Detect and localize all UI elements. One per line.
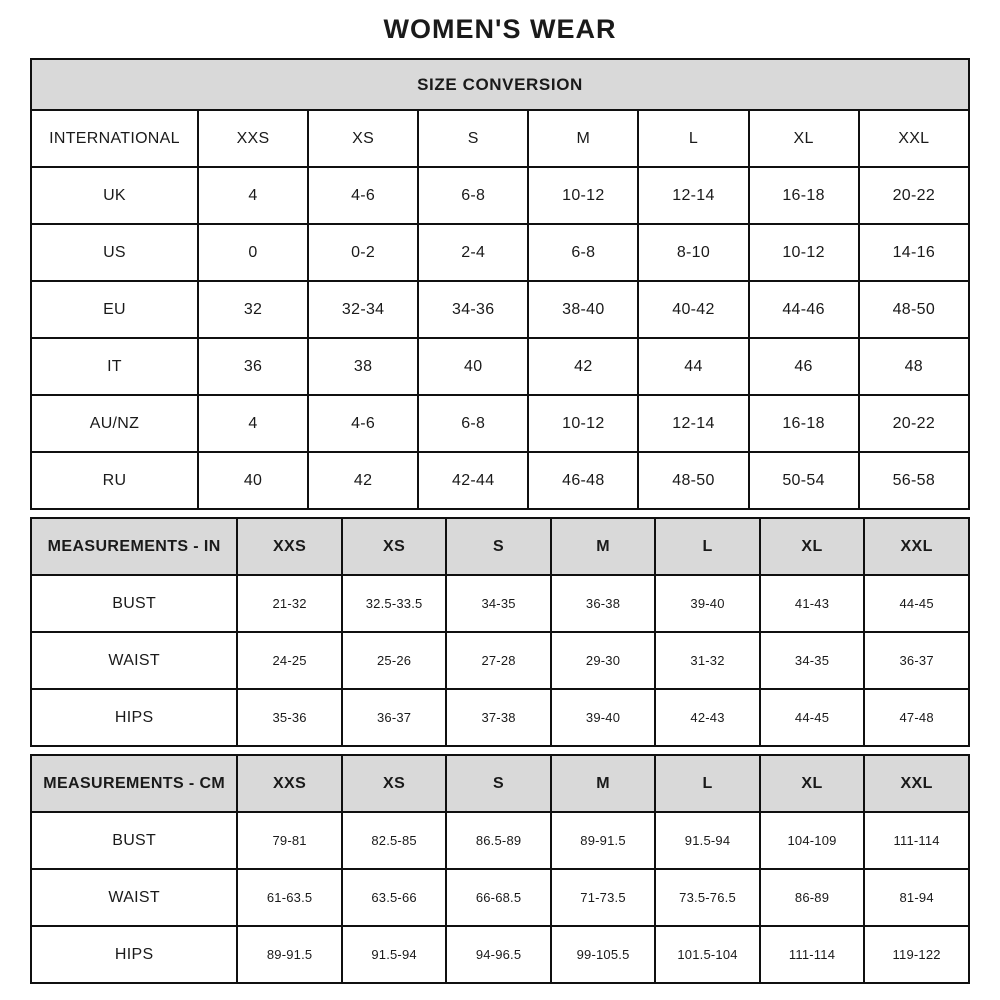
measurement-cell: 104-109 [760, 812, 864, 869]
size-cell: 6-8 [528, 224, 638, 281]
size-cell: 42 [308, 452, 418, 509]
size-cell: 10-12 [749, 224, 859, 281]
measurement-cell: 111-114 [760, 926, 864, 983]
table-row [31, 110, 969, 167]
column-header: XXL [864, 518, 969, 575]
measurement-cell: 99-105.5 [551, 926, 655, 983]
table-row [31, 224, 969, 281]
size-cell: 50-54 [749, 452, 859, 509]
size-cell: 40 [418, 338, 528, 395]
column-header: XL [760, 518, 864, 575]
size-cell: 4 [198, 167, 308, 224]
column-header: XXL [859, 110, 969, 167]
size-cell: 12-14 [638, 167, 748, 224]
table-row [31, 338, 969, 395]
column-header: XS [342, 755, 446, 812]
table-row [31, 869, 969, 926]
table-row [31, 281, 969, 338]
measurement-cell: 79-81 [237, 812, 341, 869]
column-header: L [638, 110, 748, 167]
table-row [31, 812, 969, 869]
measurement-cell: 119-122 [864, 926, 969, 983]
size-cell: 40 [198, 452, 308, 509]
measurement-cell: 41-43 [760, 575, 864, 632]
row-label: BUST [31, 812, 237, 869]
column-header: L [655, 518, 759, 575]
size-cell: 4 [198, 395, 308, 452]
measurement-cell: 27-28 [446, 632, 550, 689]
table-row [31, 452, 969, 509]
size-conversion-title: SIZE CONVERSION [31, 59, 969, 110]
measurement-cell: 73.5-76.5 [655, 869, 759, 926]
measurement-cell: 44-45 [864, 575, 969, 632]
measurement-cell: 31-32 [655, 632, 759, 689]
measurements-cm-title: MEASUREMENTS - CM [31, 755, 237, 812]
measurement-cell: 25-26 [342, 632, 446, 689]
size-cell: 48 [859, 338, 969, 395]
size-cell: 36 [198, 338, 308, 395]
page-title: WOMEN'S WEAR [383, 14, 617, 44]
measurement-cell: 81-94 [864, 869, 969, 926]
measurement-cell: 66-68.5 [446, 869, 550, 926]
size-cell: 16-18 [749, 167, 859, 224]
column-header: XXL [864, 755, 969, 812]
row-label: UK [31, 167, 198, 224]
table-row [31, 689, 969, 746]
measurement-cell: 111-114 [864, 812, 969, 869]
measurement-cell: 86-89 [760, 869, 864, 926]
measurement-cell: 29-30 [551, 632, 655, 689]
row-label: US [31, 224, 198, 281]
size-cell: 4-6 [308, 167, 418, 224]
size-cell: 12-14 [638, 395, 748, 452]
table-row [31, 167, 969, 224]
measurement-cell: 86.5-89 [446, 812, 550, 869]
column-header: XS [308, 110, 418, 167]
size-cell: 44 [638, 338, 748, 395]
row-label: AU/NZ [31, 395, 198, 452]
measurement-cell: 61-63.5 [237, 869, 341, 926]
measurement-cell: 21-32 [237, 575, 341, 632]
table-row [31, 926, 969, 983]
size-cell: 10-12 [528, 167, 638, 224]
measurements-in-title: MEASUREMENTS - IN [31, 518, 237, 575]
column-header: XL [760, 755, 864, 812]
measurement-cell: 32.5-33.5 [342, 575, 446, 632]
row-label: HIPS [31, 926, 237, 983]
table-row [31, 632, 969, 689]
measurements-cm-section [30, 754, 970, 984]
measurement-cell: 34-35 [446, 575, 550, 632]
measurement-cell: 36-37 [864, 632, 969, 689]
measurement-cell: 89-91.5 [551, 812, 655, 869]
measurement-cell: 91.5-94 [342, 926, 446, 983]
column-header: M [551, 518, 655, 575]
column-header: XL [749, 110, 859, 167]
column-header: M [528, 110, 638, 167]
size-cell: 38-40 [528, 281, 638, 338]
measurement-cell: 44-45 [760, 689, 864, 746]
column-header: S [446, 518, 550, 575]
column-header: INTERNATIONAL [31, 110, 198, 167]
measurement-cell: 63.5-66 [342, 869, 446, 926]
size-cell: 0-2 [308, 224, 418, 281]
size-conversion-section [30, 58, 970, 510]
size-cell: 20-22 [859, 167, 969, 224]
measurement-cell: 42-43 [655, 689, 759, 746]
column-header: XXS [237, 755, 341, 812]
measurement-cell: 71-73.5 [551, 869, 655, 926]
row-label: IT [31, 338, 198, 395]
size-cell: 46-48 [528, 452, 638, 509]
size-cell: 4-6 [308, 395, 418, 452]
size-cell: 34-36 [418, 281, 528, 338]
column-header: M [551, 755, 655, 812]
size-conversion-table [30, 58, 970, 510]
size-cell: 38 [308, 338, 418, 395]
measurement-cell: 47-48 [864, 689, 969, 746]
column-header: XXS [237, 518, 341, 575]
size-cell: 56-58 [859, 452, 969, 509]
size-cell: 14-16 [859, 224, 969, 281]
column-header: XS [342, 518, 446, 575]
row-label: BUST [31, 575, 237, 632]
measurement-cell: 39-40 [551, 689, 655, 746]
size-cell: 6-8 [418, 395, 528, 452]
row-label: RU [31, 452, 198, 509]
row-label: WAIST [31, 632, 237, 689]
measurement-cell: 101.5-104 [655, 926, 759, 983]
size-cell: 2-4 [418, 224, 528, 281]
size-cell: 44-46 [749, 281, 859, 338]
size-cell: 48-50 [638, 452, 748, 509]
row-label: WAIST [31, 869, 237, 926]
column-header: S [446, 755, 550, 812]
measurement-cell: 36-38 [551, 575, 655, 632]
row-label: HIPS [31, 689, 237, 746]
measurement-cell: 82.5-85 [342, 812, 446, 869]
size-cell: 40-42 [638, 281, 748, 338]
measurement-cell: 91.5-94 [655, 812, 759, 869]
measurement-cell: 89-91.5 [237, 926, 341, 983]
measurement-cell: 39-40 [655, 575, 759, 632]
size-cell: 32-34 [308, 281, 418, 338]
measurement-cell: 35-36 [237, 689, 341, 746]
table-row [31, 755, 969, 812]
measurements-in-table [30, 517, 970, 747]
size-cell: 48-50 [859, 281, 969, 338]
size-cell: 16-18 [749, 395, 859, 452]
table-row [31, 518, 969, 575]
size-cell: 46 [749, 338, 859, 395]
column-header: L [655, 755, 759, 812]
measurements-cm-table [30, 754, 970, 984]
measurement-cell: 36-37 [342, 689, 446, 746]
column-header: XXS [198, 110, 308, 167]
table-row [31, 575, 969, 632]
size-cell: 42 [528, 338, 638, 395]
measurement-cell: 37-38 [446, 689, 550, 746]
size-cell: 10-12 [528, 395, 638, 452]
measurement-cell: 94-96.5 [446, 926, 550, 983]
size-cell: 42-44 [418, 452, 528, 509]
measurement-cell: 34-35 [760, 632, 864, 689]
table-row [31, 395, 969, 452]
size-chart-page [30, 0, 970, 984]
measurements-in-section [30, 517, 970, 747]
size-cell: 32 [198, 281, 308, 338]
size-cell: 0 [198, 224, 308, 281]
size-cell: 8-10 [638, 224, 748, 281]
row-label: EU [31, 281, 198, 338]
size-cell: 20-22 [859, 395, 969, 452]
measurement-cell: 24-25 [237, 632, 341, 689]
table-row [31, 59, 969, 110]
column-header: S [418, 110, 528, 167]
size-cell: 6-8 [418, 167, 528, 224]
